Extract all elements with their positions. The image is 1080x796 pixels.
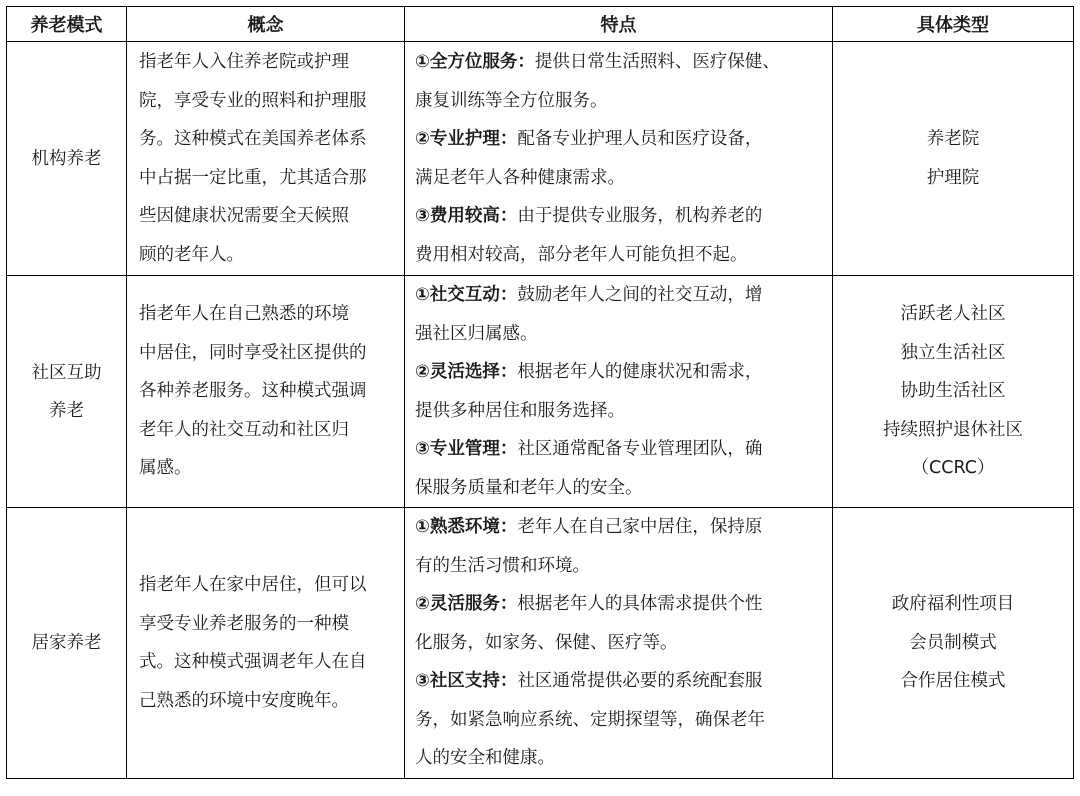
feature-line	[415, 43, 822, 82]
type-item: （CCRC）	[911, 458, 995, 479]
type-item: 持续照护退休社区	[883, 419, 1023, 440]
concept-line: 指老年人入住养老院或护理	[139, 52, 349, 72]
feature-line: 费用相对较高，部分老年人可能负担不起。	[415, 244, 748, 265]
feature-line: 保服务质量和老年人的安全。	[415, 477, 643, 498]
feature-line	[415, 662, 822, 701]
feature-line: 强社区归属感。	[415, 323, 538, 344]
types-cell	[833, 276, 1074, 508]
type-item: 会员制模式	[909, 632, 997, 653]
feature-text: 提供日常生活照料、医疗保健、	[534, 52, 780, 72]
concept-line: 己熟悉的环境中安度晚年。	[139, 690, 349, 711]
table-row	[7, 42, 1074, 276]
type-item: 护理院	[926, 167, 980, 188]
header-mode: 养老模式	[7, 7, 127, 42]
feature-title: ③费用较高：	[415, 206, 518, 226]
feature-title: ①社交互动：	[415, 285, 518, 305]
type-item: 合作居住模式	[900, 671, 1006, 692]
feature-text: 鼓励老年人之间的社交互动，增	[517, 285, 763, 305]
types-cell	[833, 42, 1074, 276]
concept-line: 中居住，同时享受社区提供的	[139, 342, 367, 363]
feature-line	[415, 585, 822, 624]
feature-line: 提供多种居住和服务选择。	[415, 400, 625, 421]
concept-line: 式。这种模式强调老年人在自	[139, 652, 367, 672]
concept-line: 指老年人在家中居住，但可以	[139, 575, 367, 595]
feature-line	[415, 276, 822, 315]
feature-line: 务，如紧急响应系统、定期探望等，确保老年	[415, 709, 765, 730]
feature-text: 老年人在自己家中居住，保持原	[517, 517, 763, 538]
feature-text: 根据老年人的健康状况和需求，	[517, 362, 763, 382]
feature-text: 根据老年人的具体需求提供个性	[517, 594, 763, 615]
feature-title: ①全方位服务：	[415, 52, 535, 72]
concept-cell	[127, 508, 405, 779]
header-types: 具体类型	[833, 7, 1074, 42]
feature-title: ②专业护理：	[415, 129, 518, 149]
type-item: 独立生活社区	[900, 342, 1006, 363]
mode-cell	[7, 42, 127, 276]
feature-line	[415, 353, 822, 392]
concept-line: 属感。	[139, 458, 192, 479]
feature-title: ③专业管理：	[415, 439, 518, 459]
elderly-care-models-table	[6, 6, 1074, 779]
feature-title: ③社区支持：	[415, 671, 518, 692]
feature-line	[415, 120, 822, 159]
type-item: 活跃老人社区	[900, 304, 1006, 325]
type-item: 协助生活社区	[900, 381, 1006, 402]
feature-title: ①熟悉环境：	[415, 517, 518, 538]
feature-line: 人的安全和健康。	[415, 748, 555, 769]
table-row	[7, 508, 1074, 779]
feature-line: 康复训练等全方位服务。	[415, 90, 608, 111]
concept-line: 各种养老服务。这种模式强调	[139, 381, 367, 402]
feature-text: 配备专业护理人员和医疗设备，	[517, 129, 763, 149]
types-cell	[833, 508, 1074, 779]
feature-title: ②灵活选择：	[415, 362, 518, 382]
concept-line: 些因健康状况需要全天候照	[139, 206, 349, 226]
feature-text: 社区通常配备专业管理团队，确	[517, 439, 763, 459]
concept-line: 顾的老年人。	[139, 244, 244, 265]
concept-line: 中占据一定比重，尤其适合那	[139, 167, 367, 188]
mode-text: 机构养老	[31, 148, 102, 169]
type-item: 养老院	[926, 129, 980, 149]
mode-cell	[7, 508, 127, 779]
concept-cell	[127, 276, 405, 508]
mode-cell	[7, 276, 127, 508]
feature-text: 由于提供专业服务，机构养老的	[517, 206, 763, 226]
header-row	[7, 7, 1074, 42]
feature-line: 满足老年人各种健康需求。	[415, 167, 625, 188]
feature-line	[415, 430, 822, 469]
features-cell	[405, 42, 833, 276]
type-item: 政府福利性项目	[891, 594, 1015, 615]
concept-line: 院，享受专业的照料和护理服	[139, 90, 367, 111]
features-cell	[405, 508, 833, 779]
table-row	[7, 276, 1074, 508]
concept-line: 享受专业养老服务的一种模	[139, 613, 349, 634]
feature-line: 有的生活习惯和环境。	[415, 555, 590, 576]
concept-line: 老年人的社交互动和社区归	[139, 419, 349, 440]
feature-line: 化服务，如家务、保健、医疗等。	[415, 632, 678, 653]
mode-text: 社区互助	[31, 362, 102, 383]
concept-line: 务。这种模式在美国养老体系	[139, 129, 367, 149]
mode-text: 居家养老	[31, 633, 102, 653]
mode-text: 养老	[49, 400, 84, 421]
feature-line	[415, 197, 822, 236]
feature-title: ②灵活服务：	[415, 594, 518, 615]
concept-line: 指老年人在自己熟悉的环境	[139, 304, 349, 325]
header-features: 特点	[405, 7, 833, 42]
header-concept: 概念	[127, 7, 405, 42]
feature-text: 社区通常提供必要的系统配套服	[517, 671, 763, 692]
features-cell	[405, 276, 833, 508]
feature-line	[415, 508, 822, 547]
concept-cell	[127, 42, 405, 276]
